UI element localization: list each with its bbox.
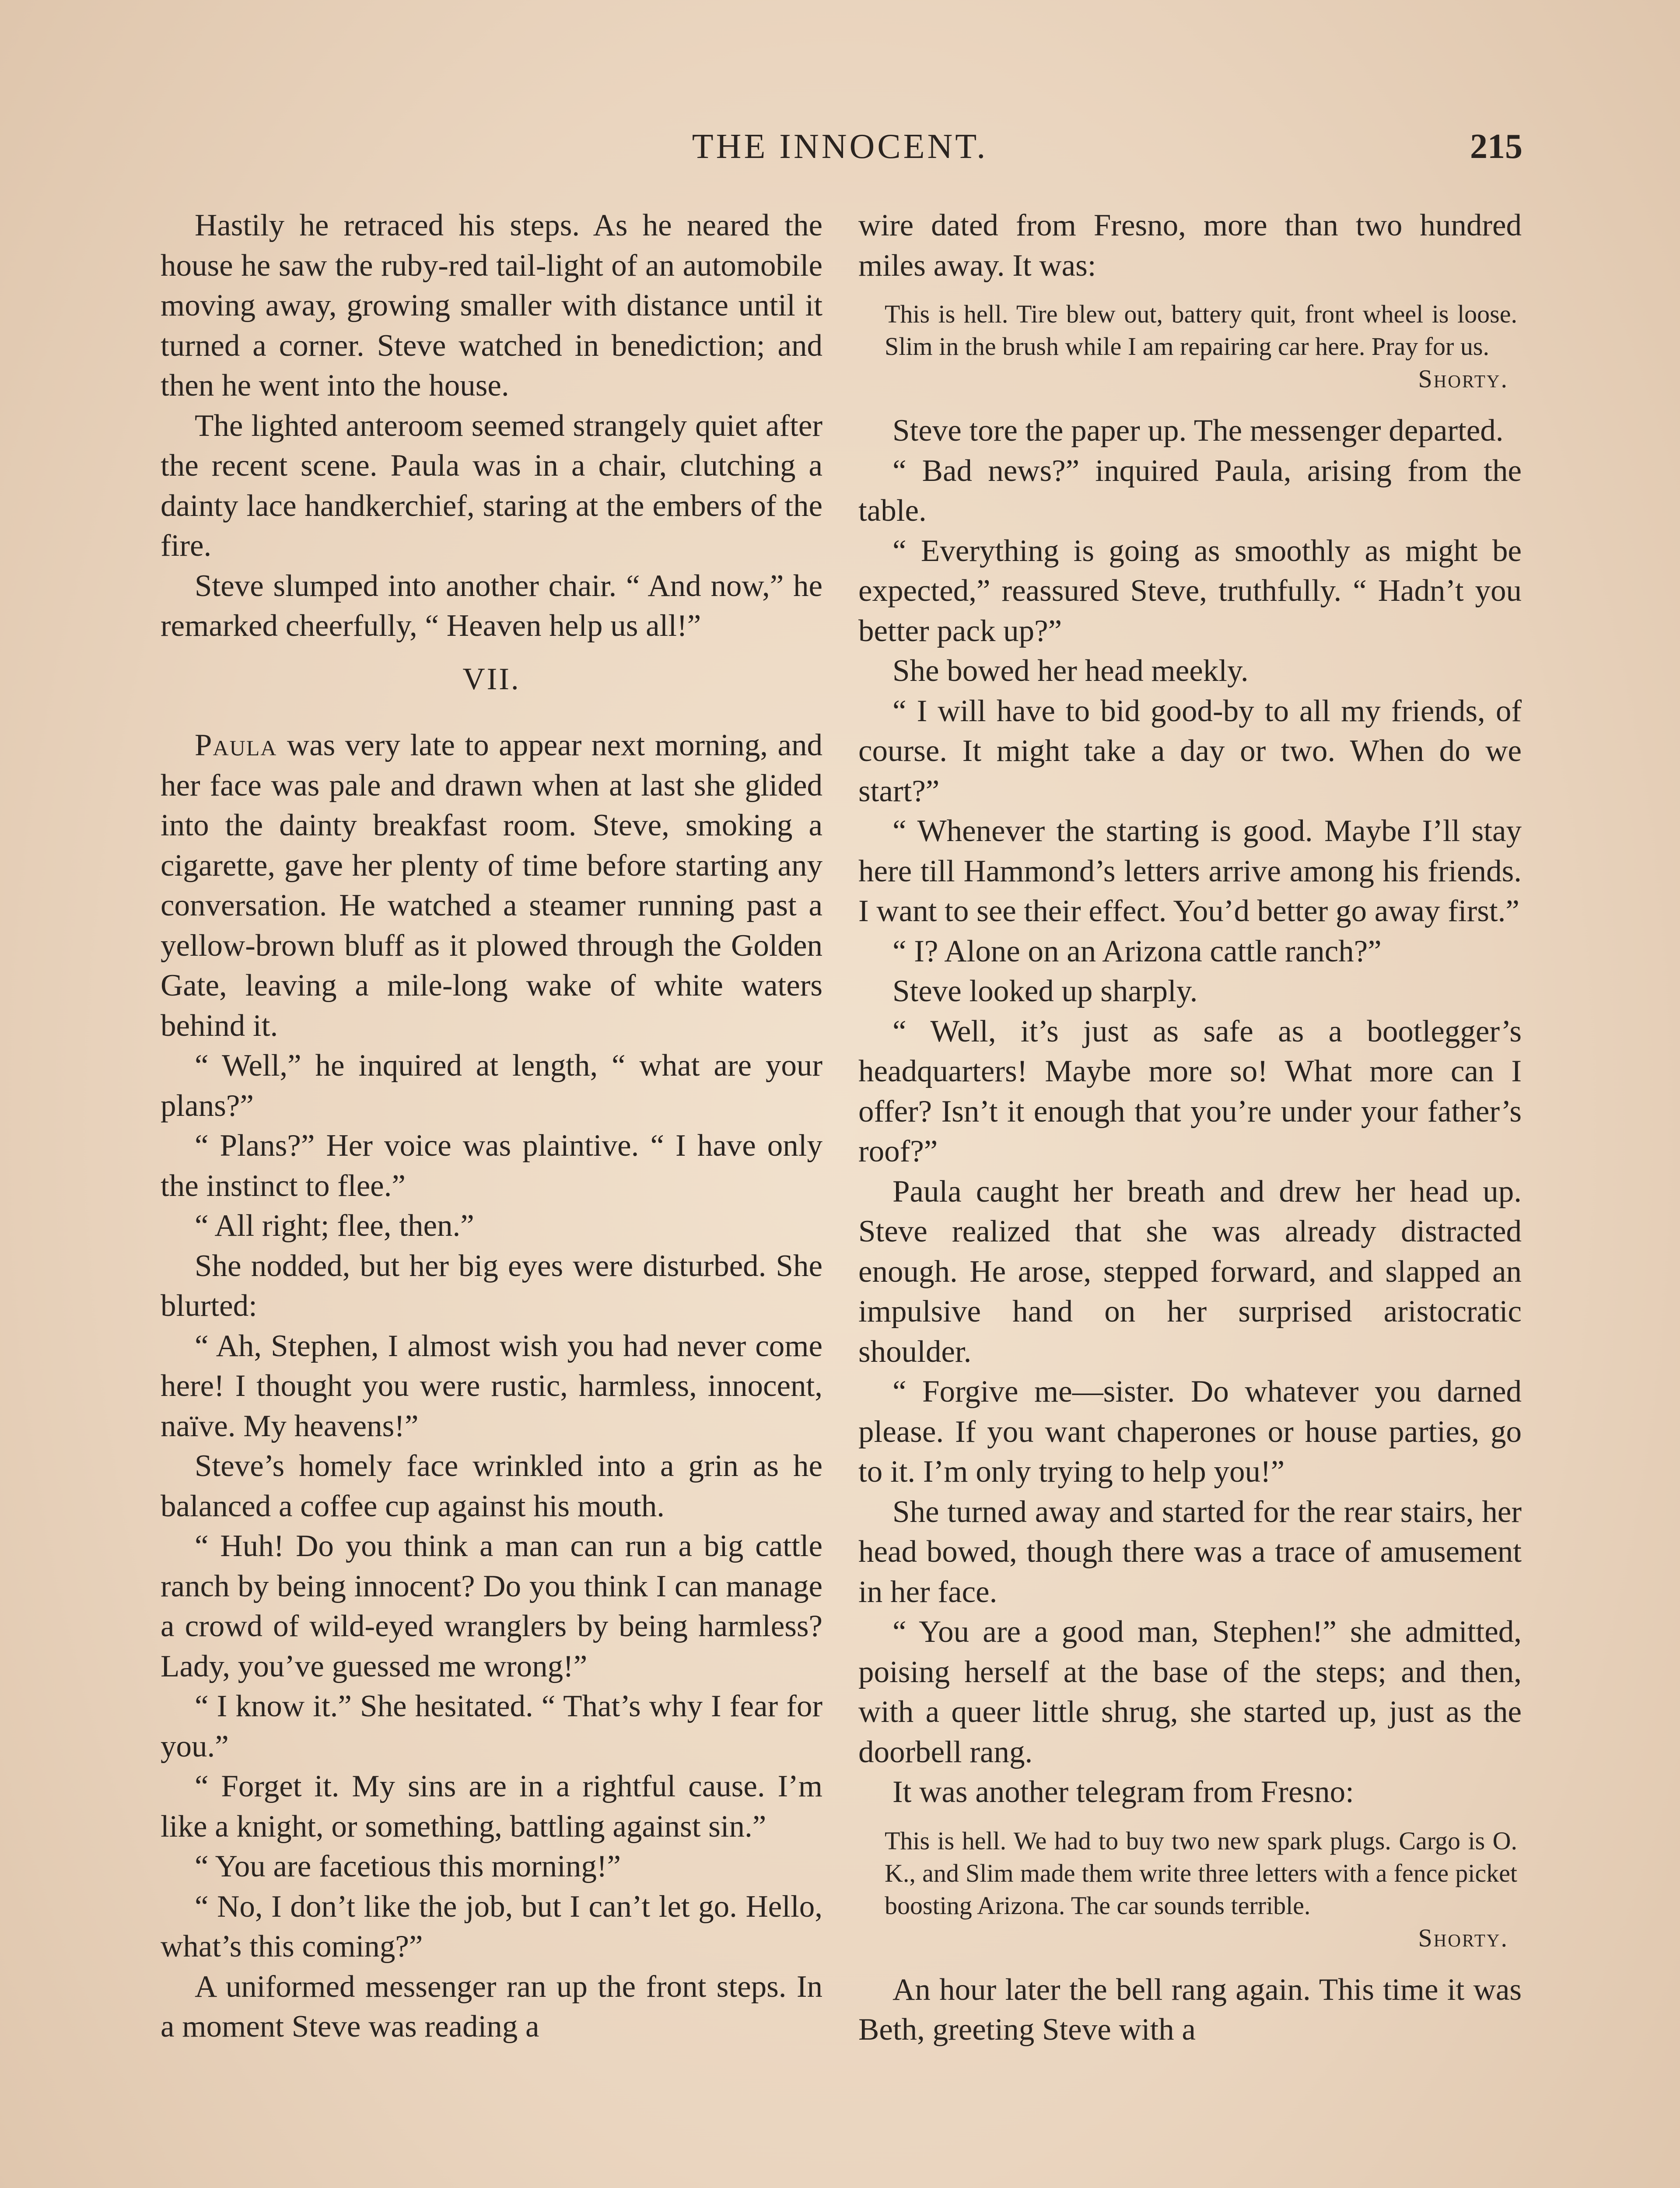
telegram-text: This is hell. Tire blew out, battery quit, front wheel is loose. Slim in the brush while I am repairing car here. Pray for us. xyxy=(885,300,1517,361)
paragraph: Steve looked up sharply. xyxy=(892,974,1198,1008)
paragraph: Steve slumped into another chair. “ And now,” he remarked cheerfully, “ Heaven help us all!” xyxy=(161,568,822,643)
paragraph: “ I know it.” She hesitated. “ That’s why I fear for you.” xyxy=(161,1689,822,1764)
telegram-signature: Shorty. xyxy=(1418,1923,1508,1952)
paragraph-text: was very late to appear next morning, and her face was pale and drawn when at last she glided into the dainty breakfast room. Steve, smoking a cigarette, gave her plenty of time before starting any conversation. He watched a steamer running past a yellow-brown bluff as it plowed through the Golden Gate, leaving a mile-long wake of white waters behind it. xyxy=(161,728,822,1043)
left-column xyxy=(161,206,822,2047)
telegram-block xyxy=(885,298,1517,395)
right-column xyxy=(858,206,1522,2050)
paragraph: It was another telegram from Fresno: xyxy=(892,1775,1354,1809)
paragraph: Hastily he retraced his steps. As he neared the house he saw the ruby-red tail-light of an automobile moving away, growing smaller with distance until it turned a corner. Steve watched in benediction; and then he went into the house. xyxy=(161,208,822,403)
paragraph: Steve’s homely face wrinkled into a grin as he balanced a coffee cup against his mouth. xyxy=(161,1449,822,1523)
paragraph xyxy=(161,726,822,1046)
paragraph: wire dated from Fresno, more than two hundred miles away. It was: xyxy=(858,208,1522,283)
page-number: 215 xyxy=(1470,127,1522,166)
paragraph: She bowed her head meekly. xyxy=(892,654,1249,688)
paragraph: “ You are facetious this morning!” xyxy=(195,1849,621,1883)
paragraph: Paula caught her breath and drew her head up. Steve realized that she was already distracted enough. He arose, stepped forward, and slapped an impulsive hand on her surprised aristocratic shoulder. xyxy=(858,1174,1522,1369)
paragraph: “ Ah, Stephen, I almost wish you had never come here! I thought you were rustic, harmless, innocent, naïve. My heavens!” xyxy=(161,1329,822,1443)
running-head xyxy=(158,127,1522,175)
paragraph: A uniformed messenger ran up the front steps. In a moment Steve was reading a xyxy=(161,1969,822,2044)
paragraph: The lighted anteroom seemed strangely quiet after the recent scene. Paula was in a chair, clutching a dainty lace handkerchief, staring at the embers of the fire. xyxy=(161,408,822,563)
running-title: THE INNOCENT. xyxy=(692,127,988,166)
paragraph: “ No, I don’t like the job, but I can’t let go. Hello, what’s this coming?” xyxy=(161,1889,822,1964)
paragraph: “ Forget it. My sins are in a rightful cause. I’m like a knight, or something, battling against sin.” xyxy=(161,1769,822,1844)
paragraph: “ Plans?” Her voice was plaintive. “ I have only the instinct to flee.” xyxy=(161,1129,822,1203)
telegram-text: This is hell. We had to buy two new spark plugs. Cargo is O. K., and Slim made them write three letters with a fence picket boosting Arizona. The car sounds terrible. xyxy=(885,1826,1517,1920)
paragraph: “ Everything is going as smoothly as might be expected,” reassured Steve, truthfully. “ Hadn’t you better pack up?” xyxy=(858,533,1522,648)
paragraph: She nodded, but her big eyes were disturbed. She blurted: xyxy=(161,1248,822,1323)
paragraph: “ Whenever the starting is good. Maybe I’ll stay here till Hammond’s letters arrive among his friends. I want to see their effect. You’d better go away first.” xyxy=(858,814,1522,928)
paragraph: “ All right; flee, then.” xyxy=(195,1209,474,1243)
telegram-signature: Shorty. xyxy=(1418,365,1508,393)
paragraph: “ I? Alone on an Arizona cattle ranch?” xyxy=(892,934,1382,968)
paragraph: “ You are a good man, Stephen!” she admitted, poising herself at the base of the steps; and then, with a queer little shrug, she started up, just as the doorbell rang. xyxy=(858,1615,1522,1769)
telegram-block xyxy=(885,1825,1517,1954)
paragraph: She turned away and started for the rear stairs, her head bowed, though there was a trace of amusement in her face. xyxy=(858,1494,1522,1609)
drop-lead-word: Paula xyxy=(195,728,277,762)
paragraph: “ Well, it’s just as safe as a bootlegger’s headquarters! Maybe more so! What more can I offer? Isn’t it enough that you’re under your father’s roof?” xyxy=(858,1014,1522,1168)
paragraph: An hour later the bell rang again. This time it was Beth, greeting Steve with a xyxy=(858,1972,1522,2047)
paragraph: Steve tore the paper up. The messenger departed. xyxy=(892,414,1504,448)
paragraph: “ Well,” he inquired at length, “ what are your plans?” xyxy=(161,1048,822,1123)
chapter-heading: VII. xyxy=(462,662,521,696)
paragraph: “ Bad news?” inquired Paula, arising from the table. xyxy=(858,453,1522,528)
paragraph: “ I will have to bid good-by to all my friends, of course. It might take a day or two. When do we start?” xyxy=(858,694,1522,808)
paragraph: “ Forgive me—sister. Do whatever you darned please. If you want chaperones or house parties, go to it. I’m only trying to help you!” xyxy=(858,1375,1522,1489)
paragraph: “ Huh! Do you think a man can run a big cattle ranch by being innocent? Do you think I can manage a crowd of wild-eyed wranglers by being harmless? Lady, you’ve guessed me wrong!” xyxy=(161,1529,822,1683)
